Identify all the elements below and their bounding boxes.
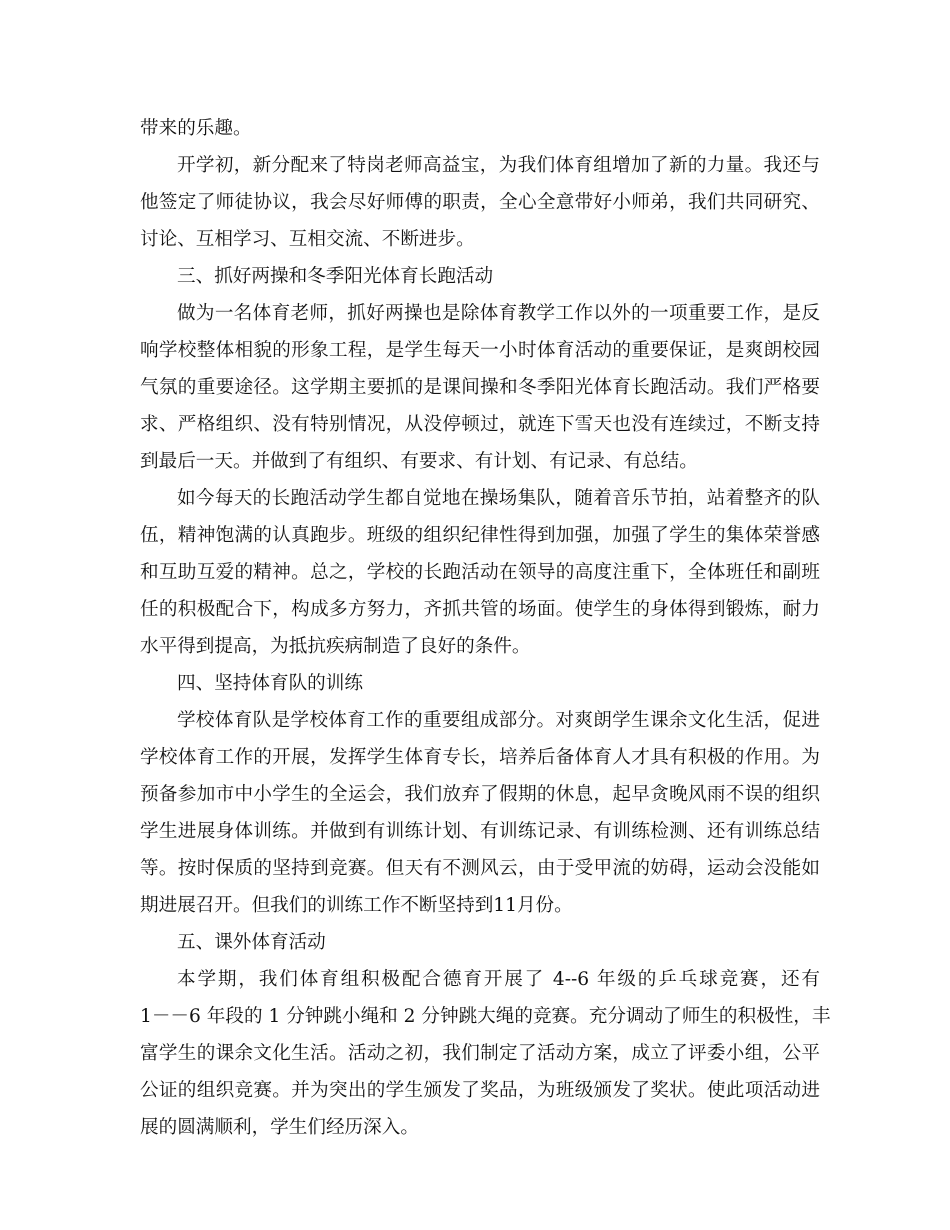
section-heading: 四、坚持体育队的训练 — [177, 673, 363, 694]
paragraph-first-line: 学校体育队是学校体育工作的重要组成部分。对爽朗学生课余文化生活，促进 — [177, 710, 820, 731]
text-line: 带来的乐趣。 — [140, 118, 252, 139]
text-line: 求、严格组织、没有特别情况，从没停顿过，就连下雪天也没有连续过，不断支持 — [140, 414, 820, 435]
text-line: 响学校整体相貌的形象工程，是学生每天一小时体育活动的重要保证，是爽朗校园 — [140, 340, 820, 361]
text-line: 预备参加市中小学生的全运会，我们放弃了假期的休息，起早贪晚风雨不误的组织 — [140, 784, 820, 805]
text-line: 伍，精神饱满的认真跑步。班级的组织纪律性得到加强，加强了学生的集体荣誉感 — [140, 525, 820, 546]
paragraph-first-line: 做为一名体育老师，抓好两操也是除体育教学工作以外的一项重要工作，是反 — [177, 303, 820, 324]
paragraph-first-line: 开学初，新分配来了特岗老师高益宝，为我们体育组增加了新的力量。我还与 — [177, 155, 820, 176]
text-line: 富学生的课余文化生活。活动之初，我们制定了活动方案，成立了评委小组，公平 — [140, 1043, 820, 1064]
text-line: 学校体育工作的开展，发挥学生体育专长，培养后备体育人才具有积极的作用。为 — [140, 747, 820, 768]
text-line: 展的圆满顺利，学生们经历深入。 — [140, 1117, 419, 1138]
section-heading: 五、课外体育活动 — [177, 932, 326, 953]
text-line: 公证的组织竞赛。并为突出的学生颁发了奖品，为班级颁发了奖状。使此项活动进 — [140, 1080, 820, 1101]
text-line: 讨论、互相学习、互相交流、不断进步。 — [140, 229, 475, 250]
text-line: 任的积极配合下，构成多方努力，齐抓共管的场面。使学生的身体得到锻炼，耐力 — [140, 599, 820, 620]
text-line: 水平得到提高，为抵抗疾病制造了良好的条件。 — [140, 636, 531, 657]
text-line: 到最后一天。并做到了有组织、有要求、有计划、有记录、有总结。 — [140, 451, 698, 472]
paragraph-first-line: 本学期，我们体育组积极配合德育开展了 4--6 年级的乒乓球竞赛，还有 — [177, 969, 820, 990]
text-line: 1－－6 年段的 1 分钟跳小绳和 2 分钟跳大绳的竞赛。充分调动了师生的积极性，丰 — [140, 1006, 831, 1027]
section-heading: 三、抓好两操和冬季阳光体育长跑活动 — [177, 266, 494, 287]
text-line: 气氛的重要途径。这学期主要抓的是课间操和冬季阳光体育长跑活动。我们严格要 — [140, 377, 820, 398]
text-line: 和互助互爱的精神。总之，学校的长跑活动在领导的高度注重下，全体班任和副班 — [140, 562, 820, 583]
text-line: 期进展召开。但我们的训练工作不断坚持到11月份。 — [140, 895, 573, 916]
text-line: 他签定了师徒协议，我会尽好师傅的职责，全心全意带好小师弟，我们共同研究、 — [140, 192, 820, 213]
text-line: 学生进展身体训练。并做到有训练计划、有训练记录、有训练检测、还有训练总结 — [140, 821, 820, 842]
text-line: 等。按时保质的坚持到竞赛。但天有不测风云，由于受甲流的妨碍，运动会没能如 — [140, 858, 820, 879]
paragraph-first-line: 如今每天的长跑活动学生都自觉地在操场集队，随着音乐节拍，站着整齐的队 — [177, 488, 820, 509]
